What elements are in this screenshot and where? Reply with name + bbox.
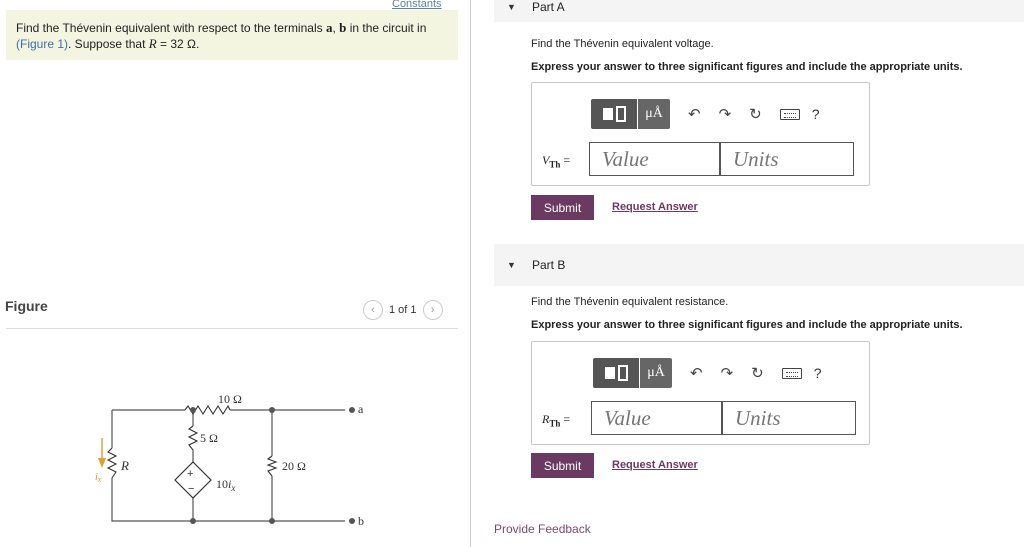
request-answer-link[interactable]: Request Answer [612,459,698,471]
ix-arrowhead [98,458,106,468]
label-20ohm: 20 Ω [282,459,306,473]
figure-pagination [363,300,443,320]
units-input[interactable] [722,401,856,435]
part-a-header[interactable] [494,0,1024,22]
help-button[interactable]: ? [813,365,822,381]
units-symbol-button[interactable]: μÅ [640,358,672,388]
problem-statement: Find the Thévenin equivalent with respect to the terminals a, b in the circuit in (Figure 1). Suppose that R = 32 Ω. [6,10,458,60]
math-toolbar [591,99,820,129]
value-input[interactable] [591,401,722,435]
value-input[interactable] [589,142,720,176]
label-terminal-a: a [358,402,364,416]
vth-label: $V_{Th}$ = [542,153,571,170]
resistor-20ohm [268,456,276,476]
terminal-b-dot [349,518,355,524]
svg-text:+: + [187,468,194,480]
submit-button[interactable]: Submit [531,453,594,478]
math-toolbar [593,358,822,388]
terminal-b: b [339,20,347,35]
redo-icon[interactable]: ↷ [718,106,732,123]
r-variable: R [148,36,157,51]
part-b-header[interactable] [494,244,1024,286]
svg-text:−: − [188,483,195,495]
part-b-title: Part B [532,258,566,272]
templates-button[interactable] [593,358,639,388]
label-ix: $i_x$ [95,472,102,484]
redo-icon[interactable]: ↷ [720,365,734,382]
terminal-a-dot [349,407,355,413]
chevron-left-icon[interactable]: ‹ [363,300,383,320]
reset-icon[interactable]: ↻ [749,106,762,123]
submit-button[interactable]: Submit [531,195,594,220]
circuit-diagram [90,388,390,538]
node [269,518,275,524]
figure-divider [6,328,458,329]
units-symbol-button[interactable]: μÅ [638,99,670,129]
provide-feedback-link[interactable]: Provide Feedback [494,522,591,536]
resistor-r [108,448,116,478]
help-button[interactable]: ? [811,106,820,122]
node [269,407,275,413]
figure-heading: Figure [5,298,48,314]
part-a-title: Part A [532,0,565,14]
label-10ohm: 10 Ω [218,392,242,406]
figure-link[interactable]: (Figure 1) [16,37,69,51]
problem-text: Find the Thévenin equivalent with respect to the terminals [16,21,326,35]
figure-page-count: 1 of 1 [389,304,417,316]
label-terminal-b: b [358,514,364,528]
collapse-triangle-icon[interactable]: ▼ [507,260,516,270]
terminal-a: a [325,20,333,35]
panel-divider [470,0,471,547]
rth-label: $R_{Th}$ = [542,412,571,429]
templates-button[interactable] [591,99,637,129]
units-input[interactable] [720,142,854,176]
part-b-question: Find the Thévenin equivalent resistance. [531,296,729,308]
constants-link[interactable]: Constants [392,0,442,10]
part-a-instruction: Express your answer to three significant figures and include the appropriate units. [531,61,963,73]
part-a-answer-box [531,82,870,186]
keyboard-icon[interactable] [782,368,802,379]
undo-icon[interactable]: ↶ [690,365,703,382]
collapse-triangle-icon[interactable]: ▼ [507,2,516,12]
chevron-right-icon[interactable]: › [423,300,443,320]
part-b-instruction: Express your answer to three significant figures and include the appropriate units. [531,319,963,331]
reset-icon[interactable]: ↻ [751,365,764,382]
resistor-5ohm [189,426,197,450]
undo-icon[interactable]: ↶ [688,106,701,123]
node [190,407,196,413]
label-r: R [121,458,129,473]
label-source: $10i_x$ [216,477,236,493]
part-b-answer-box [531,341,870,445]
keyboard-icon[interactable] [780,109,800,120]
node [190,518,196,524]
part-a-question: Find the Thévenin equivalent voltage. [531,38,714,50]
request-answer-link[interactable]: Request Answer [612,201,698,213]
label-5ohm: 5 Ω [200,431,218,445]
